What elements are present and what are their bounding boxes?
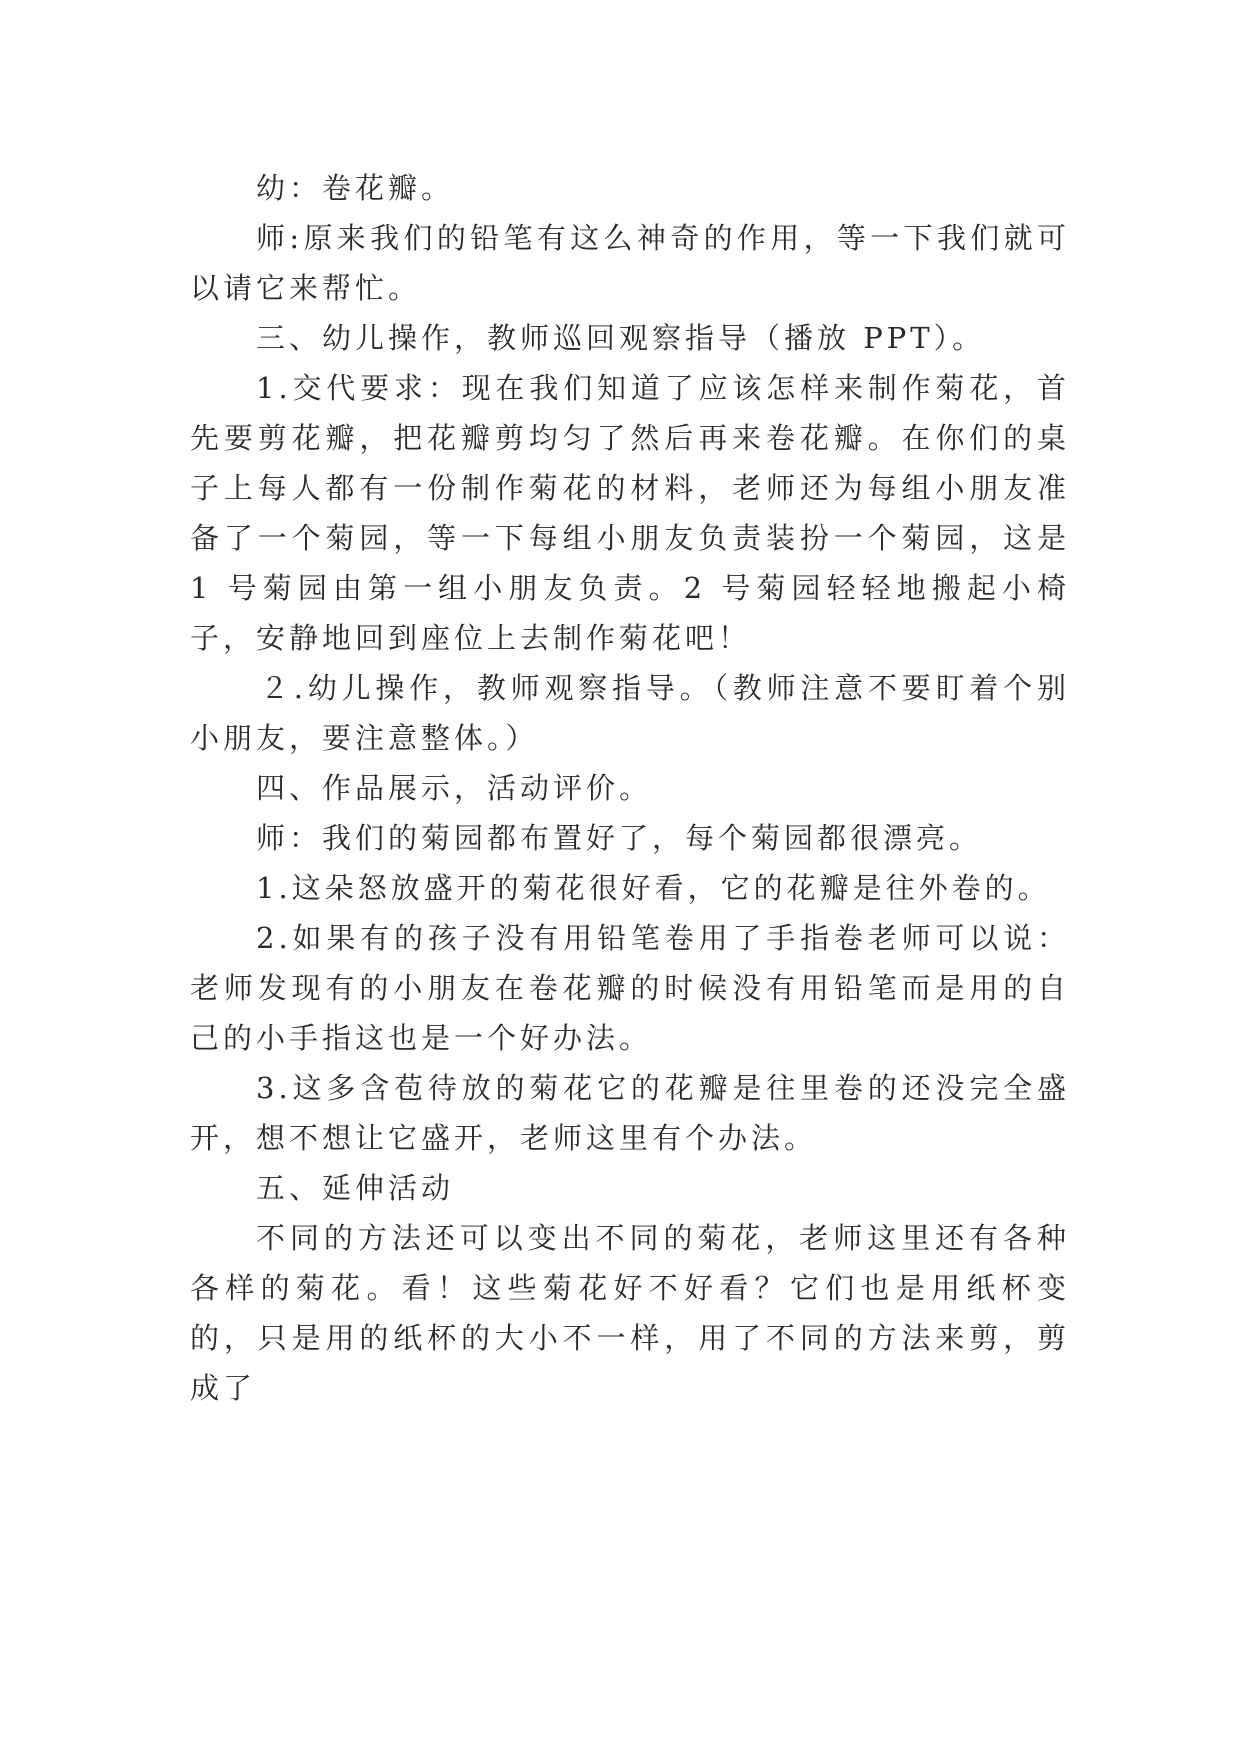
paragraph-teacher-pencil: 师:原来我们的铅笔有这么神奇的作用，等一下我们就可以请它来帮忙。 — [190, 221, 1070, 305]
paragraph-teacher-garden: 师：我们的菊园都布置好了，每个菊园都很漂亮。 — [256, 821, 983, 855]
paragraph-point-2: 2.如果有的孩子没有用铅笔卷用了手指卷老师可以说：老师发现有的小朋友在卷花瓣的时候没有用铅笔而是用的自己的小手指这也是一个好办法。 — [190, 921, 1070, 1055]
paragraph-extension-activity: 不同的方法还可以变出不同的菊花，老师这里还有各种各样的菊花。看！这些菊花好不好看？它们也是用纸杯变的，只是用的纸杯的大小不一样，用了不同的方法来剪，剪成了 — [190, 1221, 1070, 1405]
paragraph-section-five-heading: 五、延伸活动 — [256, 1171, 455, 1205]
paragraph-step-1-requirements: 1.交代要求：现在我们知道了应该怎样来制作菊花，首先要剪花瓣，把花瓣剪均匀了然后再来卷花瓣。在你们的桌子上每人都有一份制作菊花的材料，老师还为每组小朋友准备了一个菊园，等一下每组小朋友负责装扮一个菊园，这是 1 号菊园由第一组小朋友负责。2 号菊园轻轻地搬起小椅子，安静地回到座位上去制作菊花吧！ — [190, 371, 1070, 655]
paragraph-point-3: 3.这多含苞待放的菊花它的花瓣是往里卷的还没完全盛开，想不想让它盛开，老师这里有个办法。 — [190, 1071, 1070, 1155]
paragraph-section-three-heading: 三、幼儿操作，教师巡回观察指导（播放 PPT）。 — [256, 321, 986, 355]
paragraph-section-four-heading: 四、作品展示，活动评价。 — [256, 771, 653, 805]
document-body — [190, 163, 1070, 1413]
paragraph-step-2-operation: ２.幼儿操作，教师观察指导。（教师注意不要盯着个别小朋友，要注意整体。） — [190, 671, 1070, 755]
paragraph-child-answer: 幼：卷花瓣。 — [256, 171, 455, 205]
paragraph-point-1: 1.这朵怒放盛开的菊花很好看，它的花瓣是往外卷的。 — [256, 871, 1051, 905]
